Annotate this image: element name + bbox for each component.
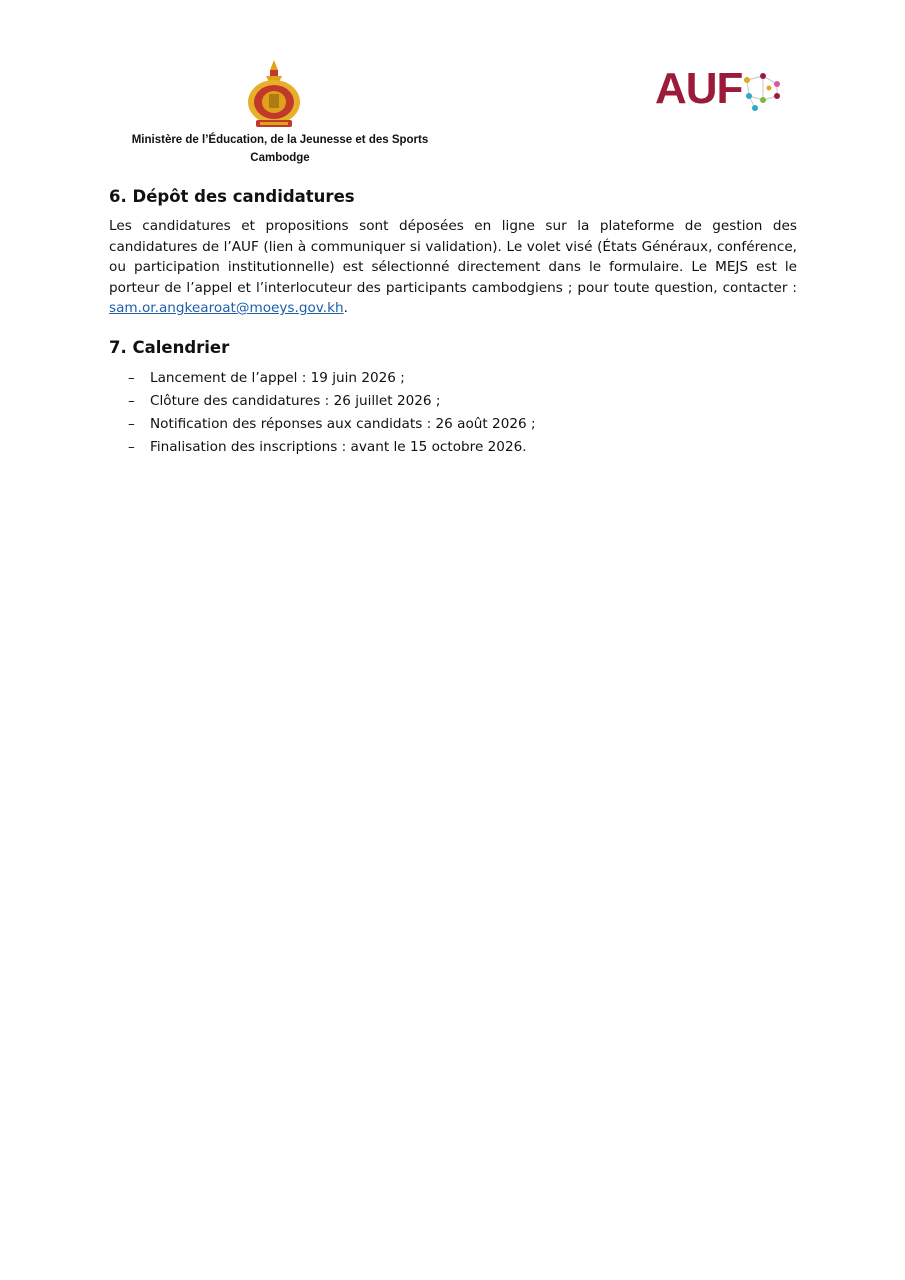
contact-email-link[interactable]: sam.or.angkearoat@moeys.gov.kh (109, 300, 344, 316)
ministry-name (110, 131, 450, 167)
list-item (109, 413, 797, 436)
dash-bullet: – (128, 438, 135, 455)
auf-logo (655, 64, 787, 122)
calendar-item-text: Notification des réponses aux candidats : 26 août 2026 ; (150, 415, 536, 432)
ministry-name-line1: Ministère de l’Éducation, de la Jeunesse et des Sports (131, 134, 429, 146)
calendar-list (109, 367, 797, 459)
calendar-item-text: Lancement de l’appel : 19 juin 2026 ; (150, 369, 405, 386)
dash-bullet: – (128, 392, 135, 409)
main-content (109, 184, 797, 459)
list-item (109, 436, 797, 459)
ministry-emblem-icon (244, 60, 304, 130)
auf-logo-text: AUF (655, 64, 743, 113)
section-7-heading: 7. Calendrier (109, 337, 230, 357)
calendar-item-text: Clôture des candidatures : 26 juillet 2026 ; (150, 392, 441, 409)
dash-bullet: – (128, 415, 135, 432)
calendar-item-text: Finalisation des inscriptions : avant le 15 octobre 2026. (150, 438, 527, 455)
dash-bullet: – (128, 369, 135, 386)
section-6-paragraph (109, 216, 797, 319)
section-6-text: Les candidatures et propositions sont déposées en ligne sur la plateforme de gestion des candidatures de l’AUF (lien à communiquer si validation). Le volet visé (États Généraux, conférence, ou participation institutionnelle) est sélectionné directement dans le formulaire. Le MEJS est le porteur de l’appel et l’interlocuteur des participants cambodgiens ; pour toute question, contacter : (109, 218, 797, 296)
ministry-name-line2: Cambodge (250, 152, 310, 164)
list-item (109, 367, 797, 390)
network-dots-icon (737, 66, 787, 116)
section-6-heading: 6. Dépôt des candidatures (109, 187, 355, 206)
list-item (109, 390, 797, 413)
paragraph-end: . (343, 300, 348, 316)
